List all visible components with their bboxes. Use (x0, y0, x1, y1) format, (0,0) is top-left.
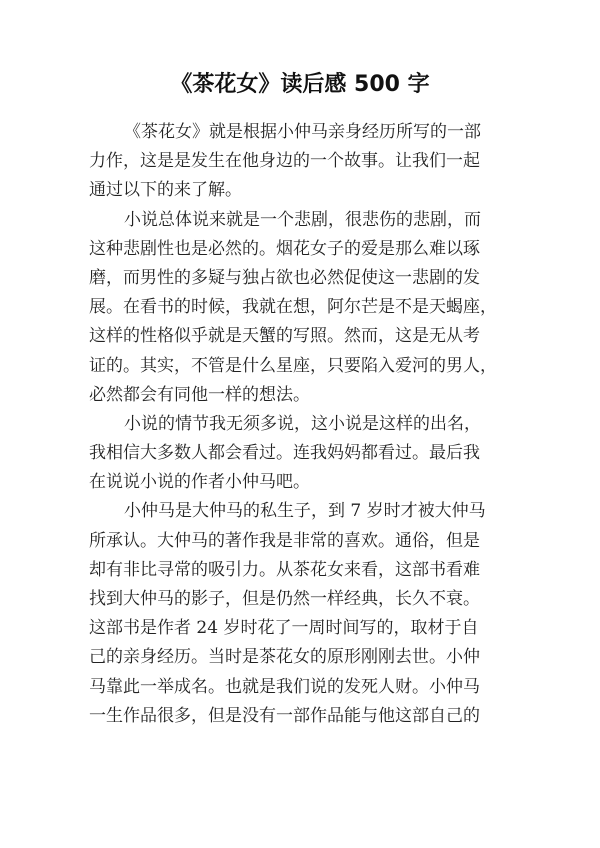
text-line: 一生作品很多，但是没有一部作品能与他这部自己的 (89, 705, 480, 726)
document-title: 《茶花女》读后感 500 字 (170, 72, 430, 97)
text-line: 小仲马是大仲马的私生子，到 7 岁时才被大仲马 (124, 501, 486, 522)
paragraph-3 (89, 410, 519, 498)
text-line: 这种悲剧性也是必然的。烟花女子的爱是那么难以琢 (89, 238, 480, 259)
text-line: 展。在看书的时候，我就在想，阿尔芒是不是天蝎座， (89, 297, 497, 318)
text-line: 力作，这是是发生在他身边的一个故事。让我们一起 (89, 151, 480, 172)
paragraph-1 (89, 118, 519, 206)
text-line: 我相信大多数人都会看过。连我妈妈都看过。最后我 (89, 443, 480, 464)
text-line: 在说说小说的作者小仲马吧。 (89, 472, 310, 493)
text-line: 马靠此一举成名。也就是我们说的发死人财。小仲马 (89, 676, 480, 697)
text-line: 却有非比寻常的吸引力。从茶花女来看，这部书看难 (89, 559, 480, 580)
text-line: 这样的性格似乎就是天蟹的写照。然而，这是无从考 (89, 326, 480, 347)
text-line: 必然都会有同他一样的想法。 (89, 384, 310, 405)
text-line: 小说的情节我无须多说，这小说是这样的出名， (124, 413, 481, 434)
text-line: 《茶花女》就是根据小仲马亲身经历所写的一部 (124, 122, 481, 142)
text-line: 己的亲身经历。当时是茶花女的原形刚刚去世。小仲 (89, 647, 480, 668)
text-line: 这部书是作者 24 岁时花了一周时间写的，取材于自 (89, 618, 479, 639)
paragraph-2 (89, 206, 519, 410)
text-line: 小说总体说来就是一个悲剧，很悲伤的悲剧，而 (124, 209, 481, 230)
paragraph-4 (89, 497, 519, 731)
text-line: 通过以下的来了解。 (89, 180, 242, 201)
document-body (89, 118, 519, 731)
text-line: 找到大仲马的影子，但是仍然一样经典，长久不衰。 (89, 589, 480, 609)
text-line: 证的。其实，不管是什么星座，只要陷入爱河的男人， (89, 355, 497, 376)
text-line: 所承认。大仲马的著作我是非常的喜欢。通俗，但是 (89, 530, 480, 551)
text-line: 磨，而男性的多疑与独占欲也必然促使这一悲剧的发 (89, 267, 480, 288)
